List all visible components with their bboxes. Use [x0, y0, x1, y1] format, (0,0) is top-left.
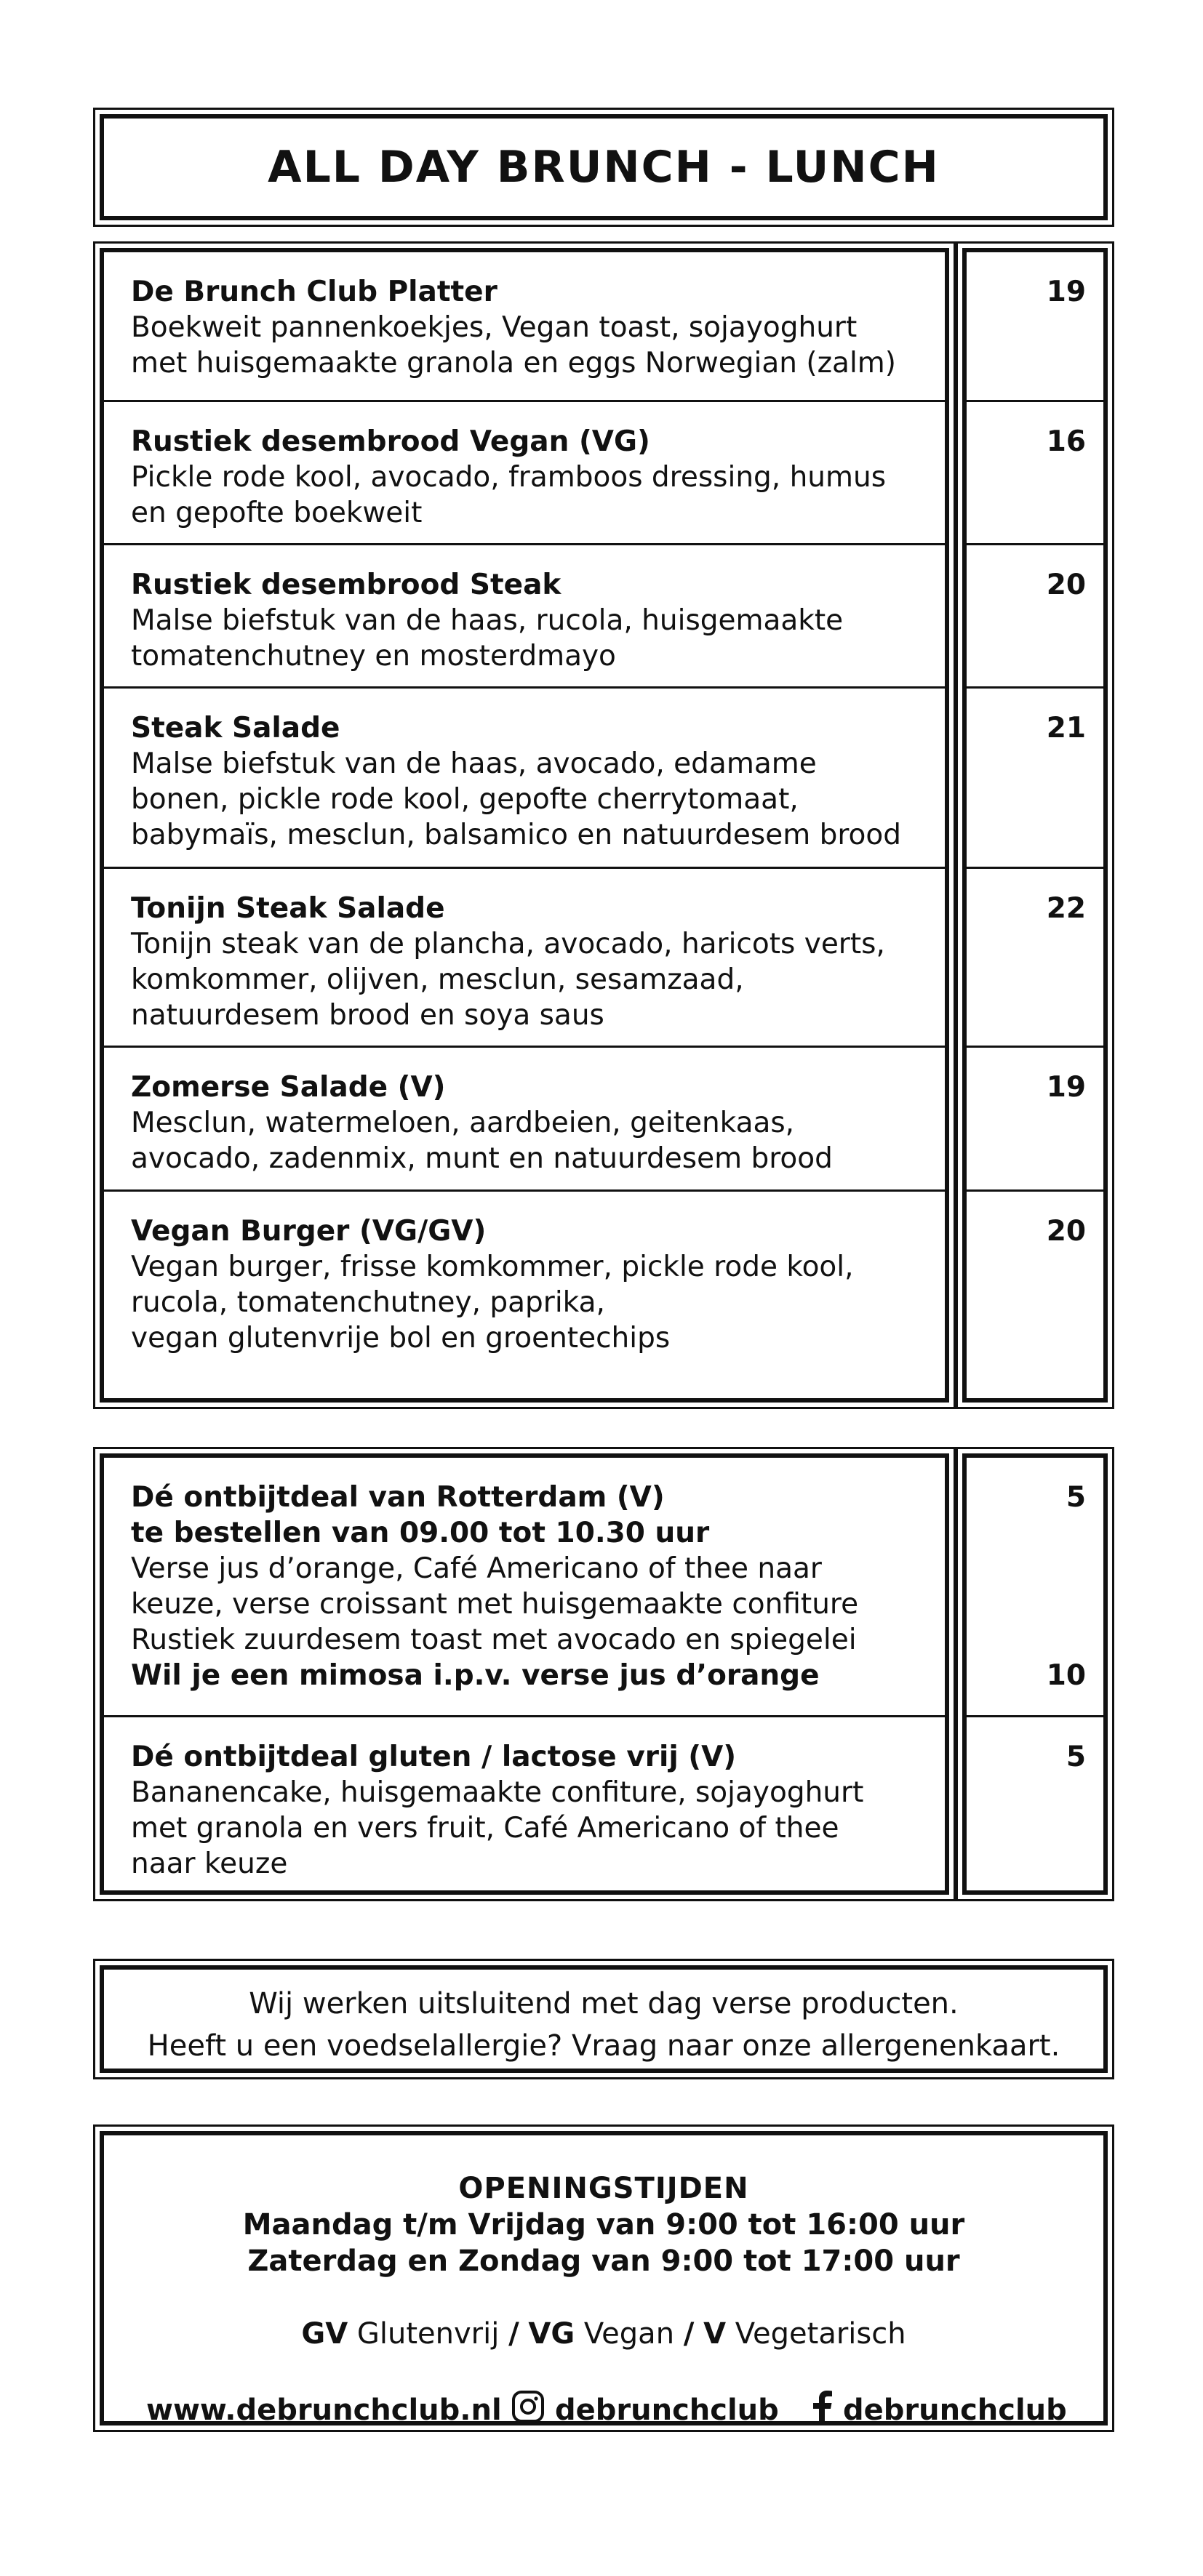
notice-line: Heeft u een voedselallergie? Vraag naar onze allergenenkaart.	[147, 2029, 1060, 2063]
menu-item-price: 21	[967, 686, 1103, 867]
deal-desc: keuze, verse croissant met huisgemaakte confiture	[131, 1588, 859, 1621]
menu-item-name: Zomerse Salade (V)	[131, 1071, 446, 1104]
facebook-icon	[811, 2390, 833, 2431]
title-frame	[93, 108, 1114, 227]
deal-extra: Wil je een mimosa i.p.v. verse jus d’orange	[131, 1659, 820, 1692]
menu-item-price: 19	[1046, 276, 1086, 308]
menu-item-desc: en gepofte boekweit	[131, 497, 423, 529]
legend-gv-code: GV	[301, 2317, 348, 2351]
menu-item-desc: komkommer, olijven, mesclun, sesamzaad,	[131, 963, 744, 996]
notice-line: Wij werken uitsluitend met dag verse producten.	[249, 1987, 959, 2021]
deals-list	[104, 1458, 945, 1890]
deal-name: Dé ontbijtdeal van Rotterdam (V)	[131, 1481, 665, 1514]
menu-item	[104, 1189, 945, 1393]
menu-item-desc: Vegan burger, frisse komkommer, pickle rode kool,	[131, 1251, 854, 1283]
menu-item-desc: avocado, zadenmix, munt en natuurdesem brood	[131, 1142, 833, 1175]
deal-item	[104, 1715, 945, 1890]
menu-item-name: Steak Salade	[131, 712, 340, 745]
deal-desc: met granola en vers fruit, Café Americano of thee	[131, 1812, 839, 1845]
footer-links	[104, 2388, 1103, 2432]
menu-item-desc: vegan glutenvrije bol en groentechips	[131, 1322, 671, 1355]
legend-vg-label: Vegan	[583, 2317, 675, 2351]
diet-legend	[104, 2313, 1103, 2355]
deals-frame	[93, 1447, 956, 1901]
legend-separator: /	[683, 2317, 695, 2351]
opening-hours-title: OPENINGSTIJDEN	[458, 2172, 749, 2205]
menu-item-name: Tonijn Steak Salade	[131, 892, 445, 925]
menu-item-desc: natuurdesem brood en soya saus	[131, 999, 604, 1032]
menu-item-desc: tomatenchutney en mosterdmayo	[131, 640, 616, 673]
facebook-link[interactable]	[811, 2388, 1067, 2432]
menu-item	[104, 867, 945, 1046]
menu-item-name: Rustiek desembrood Steak	[131, 569, 561, 601]
menu-item-desc: Malse biefstuk van de haas, avocado, edamame	[131, 747, 817, 780]
deal-subtitle: te bestellen van 09.00 tot 10.30 uur	[131, 1517, 710, 1549]
deal-desc: Rustiek zuurdesem toast met avocado en spiegelei	[131, 1624, 857, 1656]
deals-price-list	[967, 1458, 1103, 1890]
menu-item-desc: Tonijn steak van de plancha, avocado, haricots verts,	[131, 928, 885, 960]
menu-item-desc: Pickle rode kool, avocado, framboos dressing, humus	[131, 461, 887, 494]
legend-v-code: V	[703, 2317, 727, 2351]
menu-item-desc: Malse biefstuk van de haas, rucola, huisgemaakte	[131, 604, 844, 637]
menu-item-name: Rustiek desembrood Vegan (VG)	[131, 425, 650, 458]
deal-item	[104, 1458, 945, 1715]
menu-item-desc: Mesclun, watermeloen, aardbeien, geitenkaas,	[131, 1107, 795, 1139]
deal-extra-price: 10	[1046, 1659, 1086, 1692]
instagram-link[interactable]	[511, 2388, 779, 2432]
menu-price-list	[967, 252, 1103, 1398]
deal-price	[967, 1458, 1103, 1715]
menu-item-price: 20	[967, 1189, 1103, 1393]
facebook-handle: debrunchclub	[843, 2394, 1067, 2427]
menu-item	[104, 686, 945, 867]
deal-price: 5	[967, 1715, 1103, 1890]
info-frame	[93, 2124, 1114, 2432]
menu-item-desc: babymaïs, mesclun, balsamico en natuurdesem brood	[131, 819, 902, 851]
menu-item-price: 20	[967, 543, 1103, 686]
legend-v-label: Vegetarisch	[735, 2317, 906, 2351]
menu-frame	[93, 241, 956, 1409]
deal-desc: Bananencake, huisgemaakte confiture, sojayoghurt	[131, 1776, 864, 1809]
website-link[interactable]	[146, 2388, 502, 2432]
menu-price-frame	[956, 241, 1114, 1409]
opening-hours-weekdays: Maandag t/m Vrijdag van 9:00 tot 16:00 uur	[242, 2208, 965, 2242]
menu-item-desc: rucola, tomatenchutney, paprika,	[131, 1286, 605, 1319]
deals-price-frame	[956, 1447, 1114, 1901]
legend-gv-label: Glutenvrij	[356, 2317, 500, 2351]
menu-item-desc: met huisgemaakte granola en eggs Norwegian (zalm)	[131, 347, 896, 380]
deal-desc: naar keuze	[131, 1847, 288, 1880]
menu-item-price: 22	[967, 867, 1103, 1046]
legend-vg-code: VG	[528, 2317, 575, 2351]
deal-price-value: 5	[1066, 1481, 1086, 1514]
deal-name: Dé ontbijtdeal gluten / lactose vrij (V)	[131, 1741, 737, 1773]
menu-item-name: De Brunch Club Platter	[131, 276, 497, 308]
menu-item-price: 16	[967, 400, 1103, 543]
menu-item-desc: bonen, pickle rode kool, gepofte cherrytomaat,	[131, 783, 799, 816]
website-text: www.debrunchclub.nl	[146, 2394, 502, 2427]
menu-item	[104, 543, 945, 686]
menu-item-desc: Boekweit pannenkoekjes, Vegan toast, sojayoghurt	[131, 311, 858, 344]
deal-desc: Verse jus d’orange, Café Americano of thee naar	[131, 1552, 822, 1585]
page-title: ALL DAY BRUNCH - LUNCH	[268, 142, 940, 193]
instagram-icon	[511, 2390, 545, 2431]
instagram-handle: debrunchclub	[555, 2394, 779, 2427]
legend-separator: /	[508, 2317, 519, 2351]
menu-item	[104, 400, 945, 543]
allergy-notice-frame	[93, 1959, 1114, 2079]
menu-item	[104, 1046, 945, 1189]
menu-item-name: Vegan Burger (VG/GV)	[131, 1215, 487, 1248]
menu-list	[104, 252, 945, 1398]
opening-hours-weekend: Zaterdag en Zondag van 9:00 tot 17:00 uur	[247, 2244, 960, 2278]
menu-item	[104, 252, 945, 400]
menu-item-price: 19	[967, 1046, 1103, 1189]
